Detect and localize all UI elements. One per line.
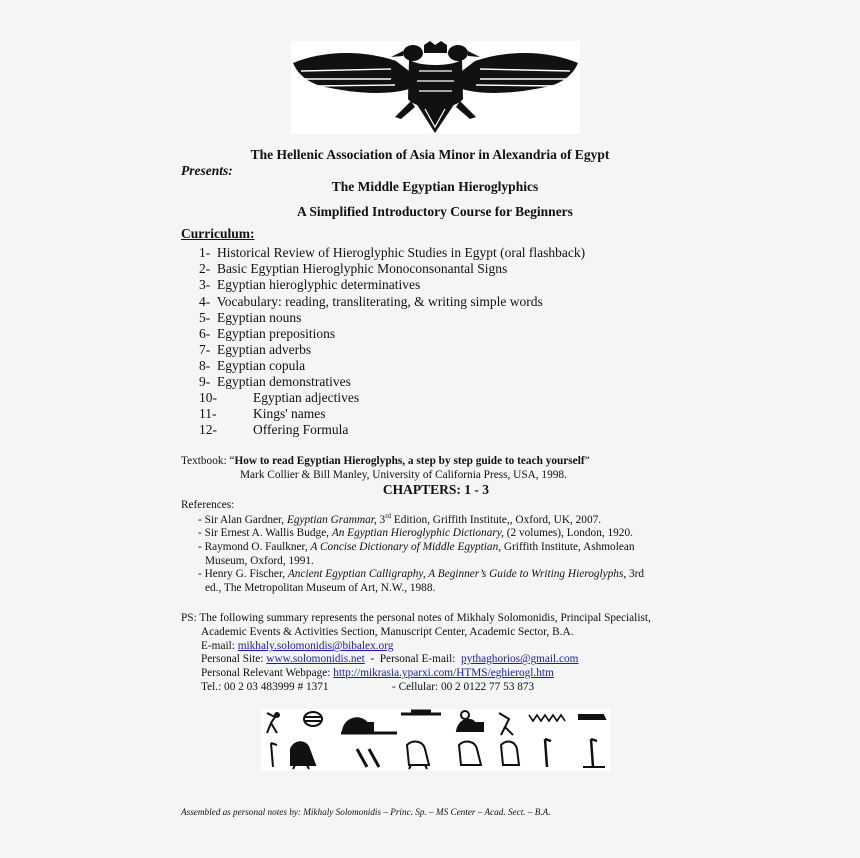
list-item: 3- Egyptian hieroglyphic determinatives [199, 277, 421, 292]
ps-site-line: Personal Site: www.solomonidis.net - Personal E-mail: pythaghorios@gmail.com [201, 653, 579, 665]
textbook-line: Textbook: “How to read Egyptian Hieroglyphs, a step by step guide to teach yourself” [181, 455, 590, 467]
ps-web-line: Personal Relevant Webpage: http://mikrasia.yparxi.com/HTMS/eghierogl.htm [201, 667, 554, 679]
list-item: 11- Kings' names [199, 406, 326, 421]
list-item: 2- Basic Egyptian Hieroglyphic Monoconsonantal Signs [199, 261, 508, 276]
list-item: 10- Egyptian adjectives [199, 390, 360, 405]
reference-item-continued: Museum, Oxford, 1991. [205, 555, 314, 567]
list-item: 5- Egyptian nouns [199, 310, 302, 325]
reference-item: - Raymond O. Faulkner, A Concise Dictionary of Middle Egyptian, Griffith Institute, Ashmolean [198, 541, 635, 553]
course-subtitle: A Simplified Introductory Course for Beginners [297, 204, 573, 219]
reference-item: - Sir Ernest A. Wallis Budge, An Egyptian Hieroglyphic Dictionary, (2 volumes), London, 1920. [198, 527, 633, 539]
list-item: 4- Vocabulary: reading, transliterating, & writing simple words [199, 294, 543, 309]
chapters-heading: CHAPTERS: 1 - 3 [382, 482, 490, 497]
curriculum-heading: Curriculum: [181, 226, 255, 241]
list-item: 8- Egyptian copula [199, 358, 306, 373]
list-item: 6- Egyptian prepositions [199, 326, 336, 341]
hieroglyph-signs-icon [261, 709, 610, 771]
reference-item: - Henry G. Fischer, Ancient Egyptian Calligraphy, A Beginner’s Guide to Writing Hieroglyphs, 3rd [198, 568, 645, 580]
footer-note: Assembled as personal notes by: Mikhaly Solomonidis – Princ. Sp. – MS Center – Acad. Sect. – B.A. [181, 807, 551, 817]
ps-tel: Tel.: 00 2 03 483999 # 1371 [201, 681, 329, 693]
organization-title: The Hellenic Association of Asia Minor in Alexandria of Egypt [250, 147, 610, 162]
reference-item-continued: ed., The Metropolitan Museum of Art, N.W., 1988. [205, 582, 436, 594]
email-link[interactable]: mikhaly.solomonidis@bibalex.org [237, 640, 394, 652]
personal-email-link[interactable]: pythaghorios@gmail.com [461, 653, 579, 665]
personal-site-link[interactable]: www.solomonidis.net [266, 653, 365, 665]
list-item: 9- Egyptian demonstratives [199, 374, 351, 389]
ps-email-line: E-mail: mikhaly.solomonidis@bibalex.org [201, 640, 394, 652]
list-item: 12- Offering Formula [199, 422, 349, 437]
ps-cell: - Cellular: 00 2 0122 77 53 873 [392, 681, 535, 693]
ps-line: Academic Events & Activities Section, Manuscript Center, Academic Sector, B.A. [201, 626, 574, 638]
list-item: 1- Historical Review of Hieroglyphic Studies in Egypt (oral flashback) [199, 245, 586, 260]
textbook-title: How to read Egyptian Hieroglyphs, a step by step guide to teach yourself [234, 455, 585, 467]
reference-item: - Sir Alan Gardner, Egyptian Grammar, 3rd Edition, Griffith Institute,, Oxford, UK, 2007. [198, 512, 602, 526]
presents-label: Presents: [181, 163, 233, 178]
course-title: The Middle Egyptian Hieroglyphics [331, 179, 539, 194]
textbook-authors: Mark Collier & Bill Manley, University of California Press, USA, 1998. [240, 469, 567, 481]
list-item: 7- Egyptian adverbs [199, 342, 312, 357]
double-headed-eagle-icon [291, 41, 580, 134]
webpage-link[interactable]: http://mikrasia.yparxi.com/HTMS/eghierogl.htm [333, 667, 554, 679]
references-heading: References: [181, 499, 235, 511]
ps-line: PS: The following summary represents the personal notes of Mikhaly Solomonidis, Principal Specialist, [181, 612, 651, 624]
